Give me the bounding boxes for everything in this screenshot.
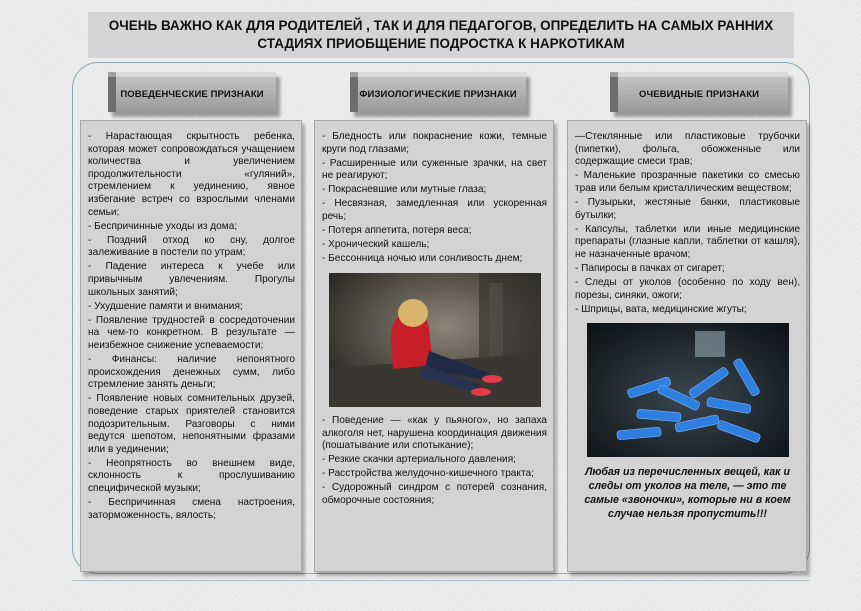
list-item: - Судорожный синдром с потерей сознания, обморочные состояния; <box>322 482 547 506</box>
list-item: - Потеря аппетита, потеря веса; <box>322 225 472 237</box>
title-line-1: ОЧЕНЬ ВАЖНО КАК ДЛЯ РОДИТЕЛЕЙ , ТАК И ДЛЯ ПЕДАГОГОВ, ОПРЕДЕЛИТЬ НА САМЫХ РАННИХ <box>108 18 774 33</box>
list-item: —Стеклянные или пластиковые трубочки (пипетки), фольга, обожженные или содержащие смеси трав; <box>575 131 800 168</box>
list-item: - Следы от уколов (особенно по ходу вен), порезы, синяки, ожоги; <box>575 277 800 301</box>
header-physiological-label: ФИЗИОЛОГИЧЕСКИЕ ПРИЗНАКИ <box>359 89 517 100</box>
column-behavioral <box>80 120 302 572</box>
syringes-photo <box>587 323 789 457</box>
list-item: - Поздний отход ко сну, долгое залеживание в постели по утрам; <box>88 234 295 259</box>
list-item: - Нарастающая скрытность ребенка, которая может сопровождаться учащением количества и увеличением продолжительности «гуляний», стремлением к уединению, явное избегание встреч со взрослыми членами семьи; <box>88 131 295 218</box>
list-item: - Резкие скачки артериального давления; <box>322 454 516 466</box>
list-item: - Беспричинные уходы из дома; <box>88 220 238 232</box>
list-item: - Бессонница ночью или сонливость днем; <box>322 253 523 265</box>
page-title <box>88 12 794 58</box>
header-obvious-label: ОЧЕВИДНЫЕ ПРИЗНАКИ <box>638 89 760 100</box>
warning-note: Любая из перечисленных вещей, как и следы от уколов на теле, — это те самые «звоночки», которые ни в коем случае нельзя пропустить!!! <box>584 466 791 521</box>
header-behavioral-label: ПОВЕДЕНЧЕСКИЕ ПРИЗНАКИ <box>120 89 264 100</box>
list-item: - Расширенные или суженные зрачки, на свет не реагируют; <box>322 157 547 182</box>
list-item: - Папиросы в пачках от сигарет; <box>575 262 725 274</box>
list-item: - Маленькие прозрачные пакетики со смесью трав или белым кристаллическим веществом; <box>575 170 800 194</box>
list-item: - Бледность или покраснение кожи, темные круги под глазами; <box>322 131 547 155</box>
list-item: - Появление трудностей в сосредоточении на чем-то конкретном. В результате — неизбежное снижение успеваемости; <box>88 314 295 351</box>
list-item: - Пузырьки, жестяные банки, пластиковые бутылки; <box>575 196 800 221</box>
header-obvious <box>610 72 788 112</box>
list-item: - Несвязная, замедленная или ускоренная речь; <box>322 198 547 223</box>
list-item: - Поведение — «как у пьяного», но запаха алкоголя нет, нарушена координация движения (пошатывание или спотыкание); <box>322 414 547 452</box>
header-physiological <box>350 72 526 112</box>
list-item: - Капсулы, таблетки или иные медицинские препараты (глазные капли, таблетки от кашля), не назначенные врачом; <box>575 223 800 260</box>
bottom-divider <box>72 580 810 581</box>
list-item: - Хронический кашель; <box>322 239 430 251</box>
list-item: - Ухудшение памяти и внимания; <box>88 300 243 312</box>
list-item: - Покрасневшие или мутные глаза; <box>322 184 487 196</box>
column-obvious <box>567 120 807 572</box>
list-item: - Беспричинная смена настроения, заторможенность, вялость; <box>88 497 295 521</box>
title-line-2: СТАДИЯХ ПРИОБЩЕНИЕ ПОДРОСТКА К НАРКОТИКАМ <box>257 36 625 51</box>
list-item: - Неопрятность во внешнем виде, склонность к прослушиванию специфической музыки; <box>88 457 295 495</box>
list-item: - Шприцы, вата, медицинские жгуты; <box>575 303 747 315</box>
header-behavioral <box>108 72 276 112</box>
list-item: - Появление новых сомнительных друзей, поведение старых приятелей становится подозрительным. Разговоры с ними ведутся шепотом, непонятными фразами или в уединении; <box>88 393 295 455</box>
list-item: - Расстройства желудочно-кишечного тракта; <box>322 468 534 480</box>
list-item: - Финансы: наличие непонятного происхождения денежных сумм, либо стремление занять деньги; <box>88 354 295 391</box>
list-item: - Падение интереса к учебе или привычным увлечениям. Прогулы школьных занятий; <box>88 261 295 298</box>
column-physiological <box>314 120 554 572</box>
teen-photo <box>329 273 541 407</box>
